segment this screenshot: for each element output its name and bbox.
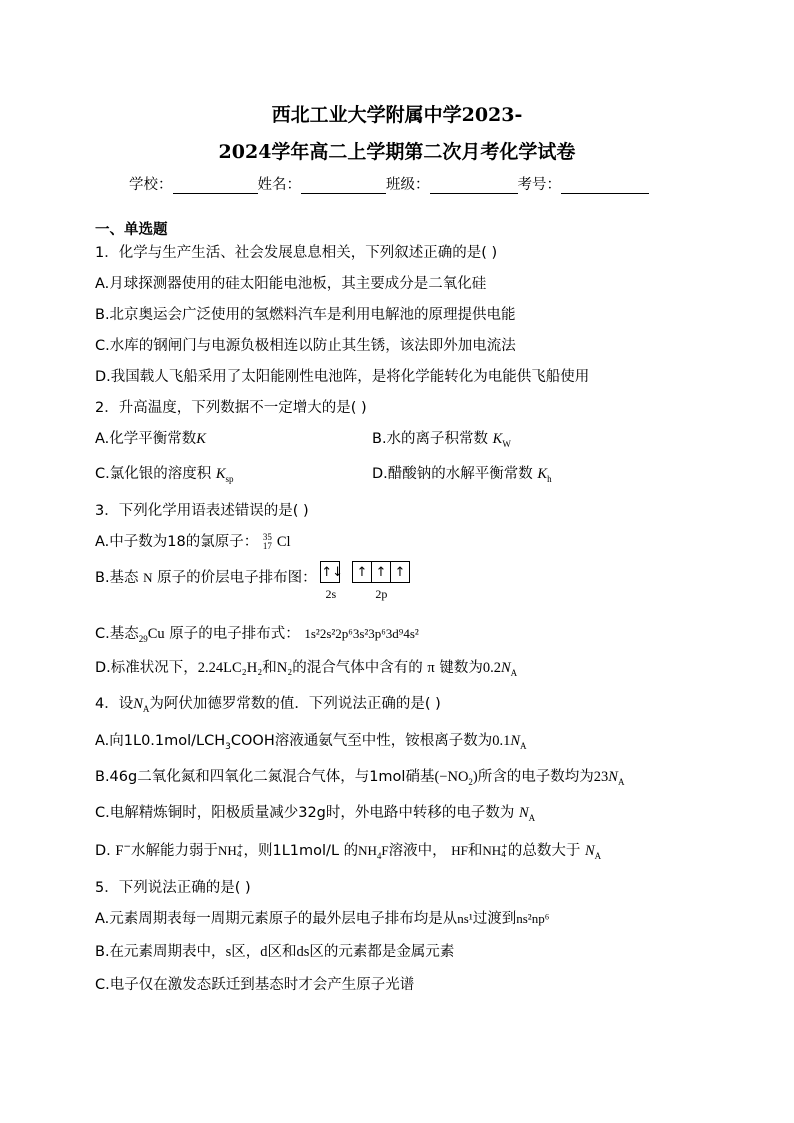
q3-a-element: Cl <box>276 534 291 550</box>
q2-stem: 2．升高温度，下列数据不一定增大的是( ) <box>95 400 367 416</box>
q4-a-sub: 3 <box>225 741 231 752</box>
q4-stem-na: N <box>133 696 143 712</box>
exam-title-line2: 2024学年高二上学期第二次月考化学试卷 <box>218 141 576 163</box>
q3-c-config: 1s²2s²2p⁶3s²3p⁶3d⁹4s² <box>304 626 419 641</box>
q2-d-text: D.醋酸钠的水解平衡常数 <box>372 466 533 482</box>
orbital-box-2p-1: ↑ <box>352 561 372 583</box>
q3-b-element: N <box>143 570 153 585</box>
q1-option-b[interactable]: B.北京奥运会广泛使用的氢燃料汽车是利用电解池的原理提供电能 <box>95 307 516 323</box>
q4-option-d[interactable] <box>95 839 601 861</box>
orbital-label-2p: 2p <box>375 587 388 601</box>
q5-option-a[interactable] <box>95 907 549 928</box>
q4-c-text: C.电解精炼铜时，阳极质量减少32g时，外电路中转移的电子数为 <box>95 805 515 821</box>
q4-option-a[interactable] <box>95 729 527 752</box>
q3-b-text: B.基态 <box>95 570 139 586</box>
q5-b-m1: 区， <box>231 944 261 960</box>
q4-d-nh4f: NH <box>358 843 377 858</box>
q2-option-a[interactable] <box>95 427 206 448</box>
q2-c-text: C.氯化银的溶度积 <box>95 466 212 482</box>
q4-c-na-sub: A <box>528 812 536 823</box>
q4-d-mid2: ，则1L1mol/L 的 <box>243 843 359 859</box>
q3-stem: 3．下列化学用语表述错误的是( ) <box>95 503 309 519</box>
q5-option-b[interactable] <box>95 940 454 961</box>
q4-stem-na-sub: A <box>142 703 150 714</box>
q3-c-tail: 原子的电子排布式： <box>169 626 300 642</box>
q4-b-na-sub: A <box>617 776 625 787</box>
q2-option-c[interactable] <box>95 462 234 484</box>
q2-a-symbol: K <box>196 431 206 447</box>
q3-a-z: 17 <box>262 541 272 551</box>
q3-c-text: C.基态 <box>95 626 139 642</box>
q3-d-na-sub: A <box>510 667 518 678</box>
q4-a-na-sub: A <box>520 740 527 751</box>
q5-option-c[interactable]: C.电子仅在激发态跃迁到基态时才会产生原子光谱 <box>95 977 415 993</box>
class-label: 班级： <box>386 177 430 193</box>
q4-option-b[interactable] <box>95 765 624 787</box>
q4-d-na-sub: A <box>594 850 602 861</box>
q4-a-na: N <box>510 733 521 749</box>
q4-a-value: 0.1 <box>492 733 511 749</box>
orbital-2s <box>321 561 344 601</box>
q3-option-a[interactable] <box>95 530 291 551</box>
q4-d-nh4-sup: + <box>236 842 244 851</box>
q4-d-and: 和 <box>467 843 483 859</box>
q3-option-b[interactable] <box>95 565 418 601</box>
q4-d-nh4f-f: F <box>381 843 389 858</box>
section-title: 一、单选题 <box>95 222 168 238</box>
q2-d-sub: h <box>547 473 552 484</box>
q5-a-mid: 过渡到 <box>472 911 517 927</box>
student-info-row <box>129 173 649 194</box>
q4-d-na: N <box>584 843 595 859</box>
q2-a-text: A.化学平衡常数 <box>95 431 197 447</box>
orbital-2p <box>353 561 410 601</box>
q3-a-mass: 35 <box>262 532 272 542</box>
q5-b-d: d <box>260 944 268 960</box>
q1-option-a[interactable]: A.月球探测器使用的硅太阳能电池板，其主要成分是二氧化硅 <box>95 276 487 292</box>
q4-a-tail: COOH溶液通氨气至中性，铵根离子数为 <box>230 733 493 749</box>
q4-a-text: A.向1L0.1mol/LCH <box>95 733 226 749</box>
q1-option-d[interactable]: D.我国载人飞船采用了太阳能刚性电池阵，是将化学能转化为电能供飞船使用 <box>95 369 590 385</box>
q3-d-tail2: 键数为 <box>439 660 483 676</box>
name-label: 姓名： <box>257 177 301 193</box>
q5-a-config2: ns²np⁶ <box>516 911 550 926</box>
q5-b-text: B.在元素周期表中， <box>95 944 226 960</box>
exam-no-blank[interactable] <box>561 179 649 194</box>
orbital-box-2p-2: ↑ <box>371 561 391 583</box>
orbital-box-2p-3: ↑ <box>390 561 410 583</box>
q4-d-mid1: 水解能力弱于 <box>131 843 219 859</box>
school-label: 学校： <box>129 177 173 193</box>
q3-a-text: A.中子数为18的氯原子： <box>95 534 259 550</box>
q2-option-d[interactable] <box>372 462 552 484</box>
q4-b-group-close: ) <box>472 769 478 785</box>
q4-b-tail: 所含的电子数均为 <box>477 769 594 785</box>
q3-c-element: Cu <box>147 626 165 642</box>
q5-b-s: s <box>225 944 232 960</box>
q5-a-config1: ns¹ <box>457 911 473 926</box>
q4-stem-pre: 4．设 <box>95 696 134 712</box>
q4-d-nh4-2: NH <box>482 843 502 858</box>
q4-option-c[interactable] <box>95 801 535 823</box>
q3-d-value: 0.2 <box>482 660 501 676</box>
q3-a-nuclide <box>263 533 277 551</box>
q4-d-f: F <box>115 843 124 859</box>
q1-option-c[interactable]: C.水库的钢闸门与电源负极相连以防止其生锈，该法即外加电流法 <box>95 338 516 354</box>
q4-b-na: N <box>608 769 618 785</box>
q2-b-symbol: K <box>492 431 503 447</box>
q4-b-text: B.46g二氧化氮和四氧化二氮混合气体，与1mol硝基 <box>95 769 435 785</box>
q4-stem-post: 为阿伏加德罗常数的值．下列说法正确的是( ) <box>149 696 441 712</box>
q5-b-ds: ds <box>296 944 310 960</box>
q3-option-d[interactable] <box>95 656 517 678</box>
q3-b-tail: 原子的价层电子排布图： <box>157 570 317 586</box>
q2-b-sub: W <box>502 438 511 449</box>
name-blank[interactable] <box>301 179 386 194</box>
q4-d-nh4-2-sup: + <box>501 842 508 851</box>
q3-d-text: D.标准状况下， <box>95 660 198 676</box>
q4-d-nh4: NH <box>218 843 237 858</box>
q4-d-nh4-scripts <box>237 843 244 859</box>
q4-d-mid4: 的总数大于 <box>507 843 581 859</box>
q3-option-c[interactable] <box>95 622 419 644</box>
orbital-label-2s: 2s <box>325 587 337 601</box>
q4-d-f-sup: − <box>123 842 132 853</box>
exam-no-label: 考号： <box>517 177 561 193</box>
q4-b-group: (−NO <box>434 769 469 785</box>
exam-title-line1: 西北工业大学附属中学2023- <box>271 104 523 126</box>
q5-b-m2: 区和 <box>267 944 297 960</box>
q4-stem <box>95 692 441 714</box>
q2-b-text: B.水的离子积常数 <box>372 431 489 447</box>
school-blank[interactable] <box>173 179 258 194</box>
q4-d-mid3: 溶液中， <box>388 843 447 859</box>
q4-c-na: N <box>519 805 529 821</box>
q2-c-sub: sp <box>225 473 234 484</box>
q5-a-text: A.元素周期表每一周期元素原子的最外层电子排布均是从 <box>95 911 458 927</box>
q3-c-z: 29 <box>138 633 148 644</box>
q3-d-tail: 的混合气体中含有的 <box>292 660 423 676</box>
q3-d-na: N <box>500 660 511 676</box>
q4-d-nh4-2-scripts <box>501 843 508 859</box>
q4-d-nh4-2-sub: 4 <box>501 850 507 859</box>
q2-d-symbol: K <box>537 466 548 482</box>
q4-d-nh4f-sub: 4 <box>376 850 382 861</box>
class-blank[interactable] <box>430 179 518 194</box>
q4-b-value: 23 <box>593 769 609 785</box>
q1-stem: 1．化学与生产生活、社会发展息息相关，下列叙述正确的是( ) <box>95 245 498 261</box>
q4-b-group-sub: 2 <box>468 776 473 787</box>
q2-c-symbol: K <box>215 466 226 482</box>
q5-b-tail: 区的元素都是金属元素 <box>309 944 455 960</box>
q3-d-pi: π <box>427 660 435 676</box>
q4-d-hf: HF <box>451 843 468 858</box>
q2-option-b[interactable] <box>372 427 511 449</box>
q4-d-nh4-sub: 4 <box>236 850 242 859</box>
q4-d-text: D. <box>95 843 111 859</box>
q3-d-formula: 2.24LC₂H₂和N₂ <box>197 660 293 676</box>
q5-stem: 5．下列说法正确的是( ) <box>95 880 251 896</box>
orbital-box-2s: ↑↓ <box>320 561 340 583</box>
